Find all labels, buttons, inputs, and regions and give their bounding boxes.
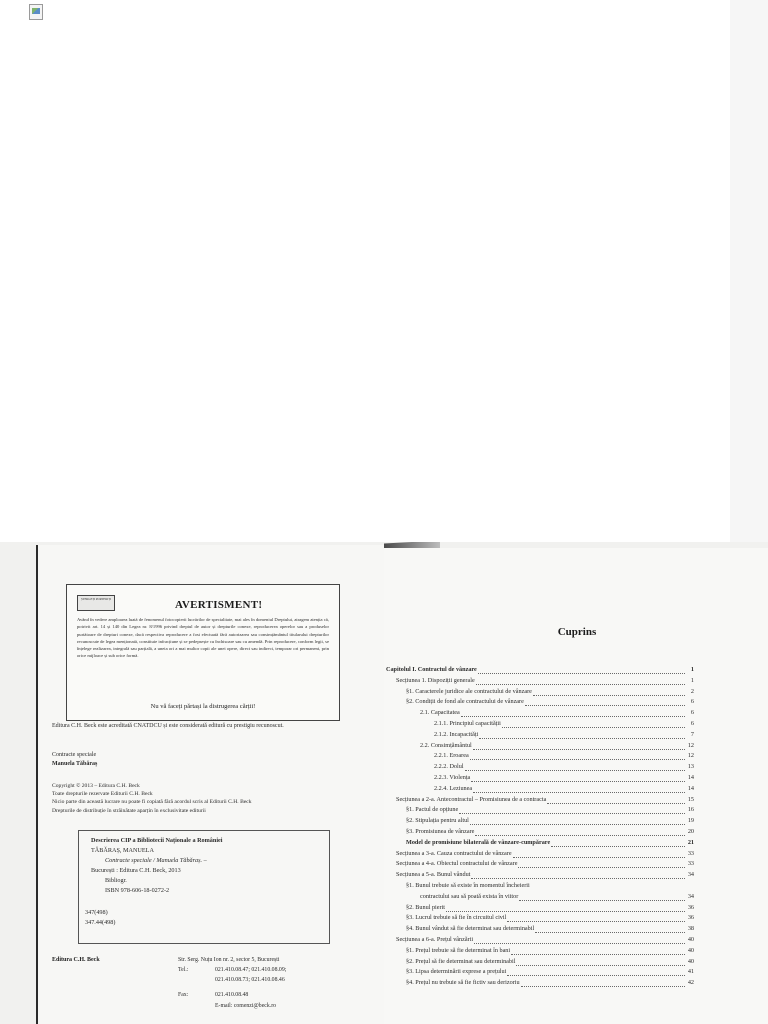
toc-entry-leader: [476, 678, 685, 685]
toc-entry-label: Secțiunea a 4-a. Obiectul contractului de vânzare: [396, 860, 518, 868]
toc-entry-label: Secțiunea a 5-a. Bunul vândut: [396, 871, 471, 879]
copyright-line: Nicio parte din această lucrare nu poate fi copiată fără acordul scris al Editurii C.H. Beck: [52, 799, 252, 806]
toc-entry-label: 2.1.2. Incapacități: [434, 730, 479, 738]
toc-entry-page: 6: [690, 709, 694, 717]
toc-entry-leader: [470, 753, 685, 760]
toc-entry-leader: [516, 959, 685, 966]
broken-image-icon: [29, 4, 43, 20]
toc-entry-page: 38: [687, 925, 694, 933]
toc-entry-label: §2. Condiții de fond ale contractului de vânzare: [406, 698, 524, 706]
toc-entry-page: 33: [687, 849, 694, 857]
toc-entry-leader: [446, 905, 685, 912]
warning-title: AVERTISMENT!: [175, 599, 263, 611]
toc-entry-leader: [513, 851, 685, 858]
toc-entry-label: §4. Bunul vândut să fie determinat sau determinabil: [406, 925, 535, 933]
warning-logo-text: ȘTERGEȚI PORTERIȚI: [80, 597, 112, 601]
toc-entry: [434, 750, 694, 760]
toc-entry: [420, 740, 694, 750]
accreditation-note: Editura C.H. Beck este acreditată CNATDCU și este considerată editură cu prestigiu recunoscut.: [52, 723, 284, 729]
toc-entry: [406, 912, 694, 922]
warning-logo: [77, 595, 115, 611]
scanned-spread: [0, 542, 768, 1024]
toc-entry-page: 40: [687, 946, 694, 954]
email: E-mail: comenzi@beck.ro: [215, 1003, 277, 1009]
toc-entry-label: 2.1.1. Principiul capacității: [434, 720, 501, 727]
cip-record: [78, 830, 330, 944]
toc-entry-page: 40: [687, 957, 694, 965]
warning-body: Având în vedere amploarea luată de fenomenul fotocopierii lucrărilor de specialitate, mai ales în domeniul Dreptului, atragem atenția că, potrivit art. 14 și 140 din Legea nr. 8/1996 privind dreptul de autor și drepturile conexe, reproducerea operelor sau a produselor purtătoare de drepturi conexe, dacă respectiva reproducere a fost efectuată fără autorizarea sau consimțământul titularului drepturilor recunoscute de legea menționată, constituie infracțiune și se pedepsește cu închisoare sau cu amendă. Prin reproducere, conform legii, se înțelege realizarea, integrală sau parțială, a uneia ori a mai multor copii ale unei opere, direct sau indirect, temporar ori permanent, prin orice mijloace și sub orice formă.: [77, 617, 329, 659]
toc-entry: [420, 891, 694, 901]
toc-entry-label: §4. Prețul nu trebuie să fie fictiv sau derizoriu: [406, 979, 520, 987]
toc-entry-leader: [475, 829, 685, 836]
toc-title-text: Cuprins: [557, 626, 597, 638]
warning-footer: Nu vă faceți părtași la distrugerea cărții!: [150, 703, 256, 710]
toc-entry-leader: [511, 948, 685, 955]
toc-entry-leader: [465, 764, 685, 771]
toc-entry-label: §1. Bunul trebuie să existe în momentul încheierii: [406, 882, 530, 889]
toc-entry-label: 2.2.2. Dolul: [434, 763, 464, 771]
toc-entry-leader: [471, 872, 685, 879]
copyright-line: Copyright © 2013 – Editura C.H. Beck: [52, 783, 140, 789]
toc-entry-page: 2: [690, 687, 694, 695]
fax-label: Fax:: [178, 992, 189, 998]
cip-author: TĂBĂRAȘ, MANUELA: [91, 847, 154, 854]
toc-entry-leader: [473, 786, 685, 793]
toc-entry: [406, 902, 694, 912]
toc-entry: [420, 707, 694, 717]
toc-entry: [406, 923, 694, 933]
toc-entry-page: 6: [690, 698, 694, 706]
toc-entry-label: §2. Stipulația pentru altul: [406, 817, 469, 825]
cip-class: 347.44(498): [85, 919, 116, 926]
toc-entry-label: Secțiunea a 3-a. Cauza contractului de vânzare: [396, 849, 512, 857]
toc-entry-leader: [551, 840, 685, 847]
toc-entry: [406, 815, 694, 825]
toc-entry-label: Secțiunea a 6-a. Prețul vânzării: [396, 936, 474, 943]
toc-entry: [396, 794, 694, 804]
toc-entry-page: 42: [687, 979, 694, 987]
fax-number: 021.410.08.48: [215, 992, 249, 998]
toc-entry-leader: [521, 980, 685, 987]
toc-entry: [406, 826, 694, 836]
toc-entry-page: 7: [690, 730, 694, 738]
toc-entry-leader: [473, 743, 685, 750]
toc-entry-leader: [533, 689, 685, 696]
toc-entry-label: Model de promisiune bilaterală de vânzare-cumpărare: [406, 838, 551, 846]
toc-entry-label: §3. Lucrul trebuie să fie în circuitul civil: [406, 914, 507, 922]
toc-entry-label: §2. Prețul să fie determinat sau determinabil: [406, 957, 516, 965]
warning-box: [66, 584, 340, 721]
toc-entry: [396, 869, 694, 879]
toc-entry-page: 36: [687, 903, 694, 911]
book-title: Contracte speciale: [52, 752, 97, 758]
toc-entry-label: 2.2.4. Leziunea: [434, 784, 473, 792]
toc-entry-page: 15: [687, 795, 694, 803]
toc-entry-label: §3. Promisiunea de vânzare: [406, 828, 475, 835]
toc-entry-label: 2.2. Consimțământul: [420, 741, 472, 749]
toc-entry: [396, 675, 694, 685]
toc-entry-label: Secțiunea 1. Dispoziții generale: [396, 676, 475, 684]
copyright-block: [52, 782, 372, 815]
toc-entry: [406, 880, 694, 890]
publisher-name: Editura C.H. Beck: [52, 957, 100, 963]
toc-entry-page: 14: [687, 774, 694, 781]
toc-entry-page: 33: [687, 860, 694, 868]
copyright-line: Toate drepturile rezervate Editurii C.H. Beck: [52, 791, 153, 798]
toc-entry-page: 41: [687, 968, 694, 976]
toc-entry-page: 36: [687, 914, 694, 922]
toc-entry: [406, 956, 694, 966]
toc-entry-leader: [459, 807, 685, 814]
toc-entry-label: §1. Pactul de opțiune: [406, 806, 459, 814]
toc-entry-page: 1: [690, 666, 694, 673]
toc-entry-page: 1: [690, 676, 694, 684]
toc-entry-page: 21: [687, 838, 694, 846]
toc-entry: [396, 848, 694, 858]
toc-entry-label: §3. Lipsa determinării exprese a prețului: [406, 968, 507, 976]
toc-entry: [406, 945, 694, 955]
toc-entry-leader: [470, 818, 685, 825]
toc-entry: [434, 783, 694, 793]
toc-entry-label: 2.2.3. Violența: [434, 774, 471, 781]
toc-entry: [434, 761, 694, 771]
toc-entry-leader: [507, 915, 685, 922]
toc-entry-leader: [471, 775, 685, 782]
cip-class: 347(498): [85, 909, 108, 916]
toc-entry: [386, 664, 694, 674]
toc-entry: [434, 772, 694, 782]
cip-heading: Descrierea CIP a Bibliotecii Naționale a României: [91, 837, 223, 844]
toc-entry-page: 34: [687, 871, 694, 879]
toc-entry-label: §2. Bunul pierit: [406, 903, 446, 911]
toc-entry-label: 2.1. Capacitatea: [420, 709, 460, 717]
toc-entry-label: 2.2.1. Eroarea: [434, 752, 469, 760]
toc-entry-page: 34: [687, 892, 694, 900]
toc-entry-label: §1. Caracterele juridice ale contractului de vânzare: [406, 687, 532, 695]
copyright-line: Drepturile de distribuție în străinătate aparțin în exclusivitate editurii: [52, 807, 206, 814]
toc-title: [0, 626, 768, 638]
toc-entry-page: 19: [687, 817, 694, 825]
toc-entry-leader: [461, 710, 685, 717]
toc-entry-label: Secțiunea a 2-a. Antecontractul – Promisiunea de a contracta: [396, 795, 547, 803]
toc-entry-leader: [478, 667, 685, 674]
toc-entry-leader: [474, 937, 685, 944]
cip-isbn: ISBN 978-606-18-0272-2: [105, 887, 170, 894]
toc-entry: [434, 729, 694, 739]
toc-entry-leader: [547, 797, 685, 804]
toc-entry: [406, 837, 694, 847]
tel-numbers: 021.410.08.73; 021.410.08.46: [215, 977, 285, 983]
page-edge: [730, 0, 768, 542]
tel-label: Tel.:: [178, 967, 189, 973]
toc-entry: [406, 804, 694, 814]
toc-entry-leader: [502, 721, 685, 728]
toc-entry: [396, 934, 694, 944]
toc-entry-page: 12: [687, 741, 694, 749]
toc-entry-leader: [535, 926, 685, 933]
toc-entry-page: 14: [687, 784, 694, 792]
toc-entry-leader: [518, 861, 685, 868]
toc-entry-leader: [507, 969, 685, 976]
cip-bibliogr: Bibliogr.: [105, 877, 127, 884]
toc-entry: [406, 966, 694, 976]
toc-entry-leader: [525, 699, 685, 706]
toc-entry-label: Capitolul I. Contractul de vânzare: [386, 666, 477, 673]
toc-entry-label: contractului sau să poată exista în viitor: [420, 892, 519, 900]
toc-entry: [396, 858, 694, 868]
toc-entry: [434, 718, 694, 728]
toc-entry: [406, 977, 694, 987]
toc-entry-page: 13: [687, 763, 694, 771]
toc-entry-label: §1. Prețul trebuie să fie determinat în bani: [406, 946, 511, 954]
toc-entry: [406, 696, 694, 706]
toc-entry-page: 12: [687, 752, 694, 760]
toc-entry-leader: [519, 894, 685, 901]
toc-entry-page: 6: [690, 720, 694, 727]
tel-numbers: 021.410.08.47; 021.410.08.09;: [215, 967, 287, 973]
toc-entry-page: 16: [687, 806, 694, 814]
cip-title: Contracte speciale / Manuela Tăbăraș. –: [105, 857, 207, 864]
book-author: Manuela Tăbăraș: [52, 761, 98, 767]
publisher-address: Str. Serg. Nuțu Ion nr. 2, sector 5, București: [178, 957, 280, 963]
toc-entry-leader: [479, 732, 685, 739]
toc-entry: [406, 686, 694, 696]
cip-imprint: București : Editura C.H. Beck, 2013: [91, 867, 181, 874]
toc-entry-page: 40: [687, 936, 694, 943]
toc-entry-page: 20: [687, 828, 694, 835]
